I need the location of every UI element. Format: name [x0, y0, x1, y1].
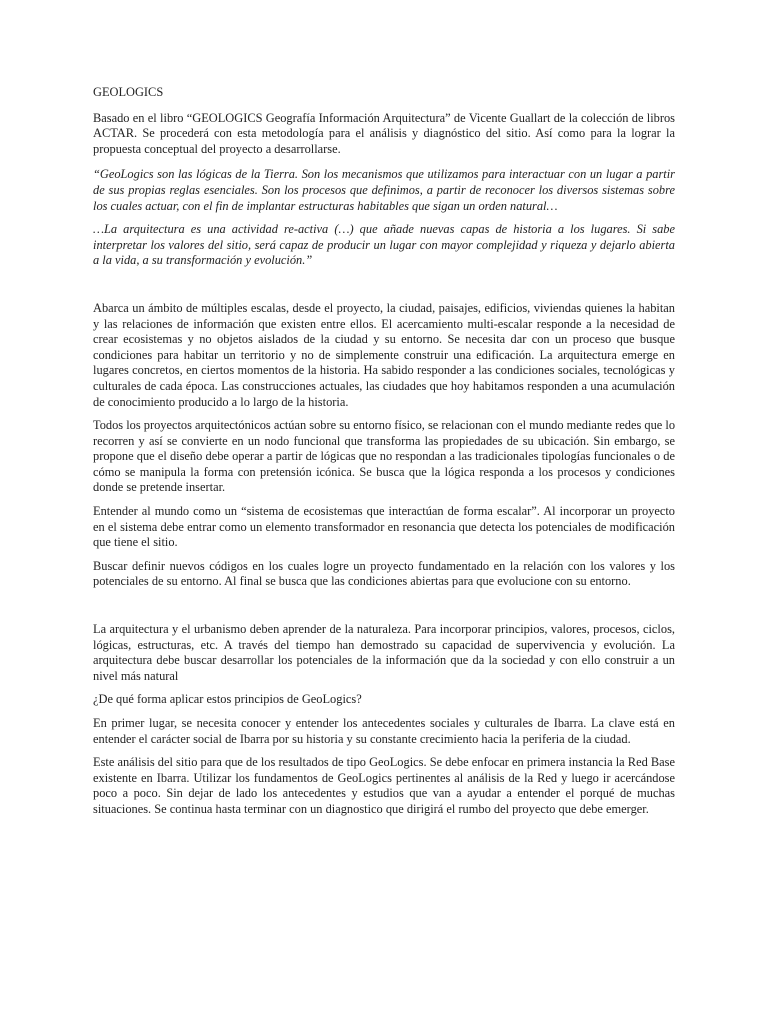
body-paragraph-nature: La arquitectura y el urbanismo deben aprender de la naturaleza. Para incorporar principios, valores, procesos, ciclos, lógicas, estructuras, etc. A través del tiempo han demostrado su capacidad de supervivencia y evolución. La arquitectura debe buscar desarrollar los potenciales de la información que da la sociedad y con ello construir a un nivel más natural — [93, 622, 675, 683]
document-body — [93, 85, 675, 818]
body-paragraph-ibarra: En primer lugar, se necesita conocer y entender los antecedentes sociales y culturales de Ibarra. La clave está en entender el carácter social de Ibarra por su historia y su constante crecimiento hacia la periferia de la ciudad. — [93, 716, 675, 746]
body-paragraph-scales: Abarca un ámbito de múltiples escalas, desde el proyecto, la ciudad, paisajes, edificios, viviendas quienes la habitan y las relaciones de información que existen entre ellos. El acercamiento multi-escalar responde a la necesidad de crear ecosistemas y no objetos aislados de la ciudad y su entorno. Se necesita dar con un proceso que busque condiciones para habitar un territorio y no de simplemente construir una edificación. La arquitectura emerge en lugares concretos, en ciertos momentos de la historia. Ha sabido responder a las condiciones sociales, tecnológicas y culturales de cada época. Las construcciones actuales, las ciudades que hoy habitamos responden a una acumulación de conocimiento producido a lo largo de la historia. — [93, 300, 675, 409]
body-paragraph-question: ¿De qué forma aplicar estos principios de GeoLogics? — [93, 692, 362, 707]
body-paragraph-projects: Todos los proyectos arquitectónicos actúan sobre su entorno físico, se relacionan con el mundo mediante redes que lo recorren y así se convierte en un nodo funcional que transforma las propiedades de su ubicación. Sin embargo, se propone que el diseño debe operar a partir de lógicas que no respondan a las tradicionales tipologías funcionales o de cómo se manipula la forma con pretensión icónica. Se busca que la lógica responda a los procesos y condiciones donde se pretende insertar. — [93, 418, 676, 495]
body-paragraph-analysis: Este análisis del sitio para que de los resultados de tipo GeoLogics. Se debe enfocar en primera instancia la Red Base existente en Ibarra. Utilizar los fundamentos de GeoLogics pertinentes al análisis de la Red y luego ir acercándose poco a poco. Sin dejar de lado los antecedentes y estudios que van a ayudar a entender el porqué de muchas situaciones. Se continua hasta terminar con un diagnostico que dirigirá el rumbo del proyecto que debe emerger. — [93, 755, 675, 816]
intro-paragraph: Basado en el libro “GEOLOGICS Geografía Información Arquitectura” de Vicente Guallart de la colección de libros ACTAR. Se procederá con esta metodología para el análisis y diagnóstico del sitio. Así como para la lograr la propuesta conceptual del proyecto a desarrollarse. — [93, 110, 675, 156]
body-paragraph-codes: Buscar definir nuevos códigos en los cuales logre un proyecto fundamentado en la relación con los valores y los potenciales de su entorno. Al final se busca que las condiciones abiertas para que evolucione con su entorno. — [93, 558, 675, 589]
quote-paragraph-2: …La arquitectura es una actividad re-activa (…) que añade nuevas capas de historia a los lugares. Si sabe interpretar los valores del sitio, será capaz de producir un lugar con mayor complejidad y riqueza y dejarlo abierta a la vida, a su transformación y evolución.” — [93, 222, 675, 268]
quote-paragraph-1: “GeoLogics son las lógicas de la Tierra. Son los mecanismos que utilizamos para interactuar con un lugar a partir de sus propias reglas esenciales. Son los procesos que definimos, a partir de reconocer los diversos sistemas sobre los cuales actuar, con el fin de implantar estructuras habitables que sigan un orden natural… — [93, 167, 675, 213]
document-title: GEOLOGICS — [93, 85, 164, 99]
body-paragraph-ecosystems: Entender al mundo como un “sistema de ecosistemas que interactúan de forma escalar”. Al incorporar un proyecto en el sistema debe entrar como un elemento transformador en resonancia que detecta los potenciales de modificación que tiene el sitio. — [93, 504, 675, 550]
